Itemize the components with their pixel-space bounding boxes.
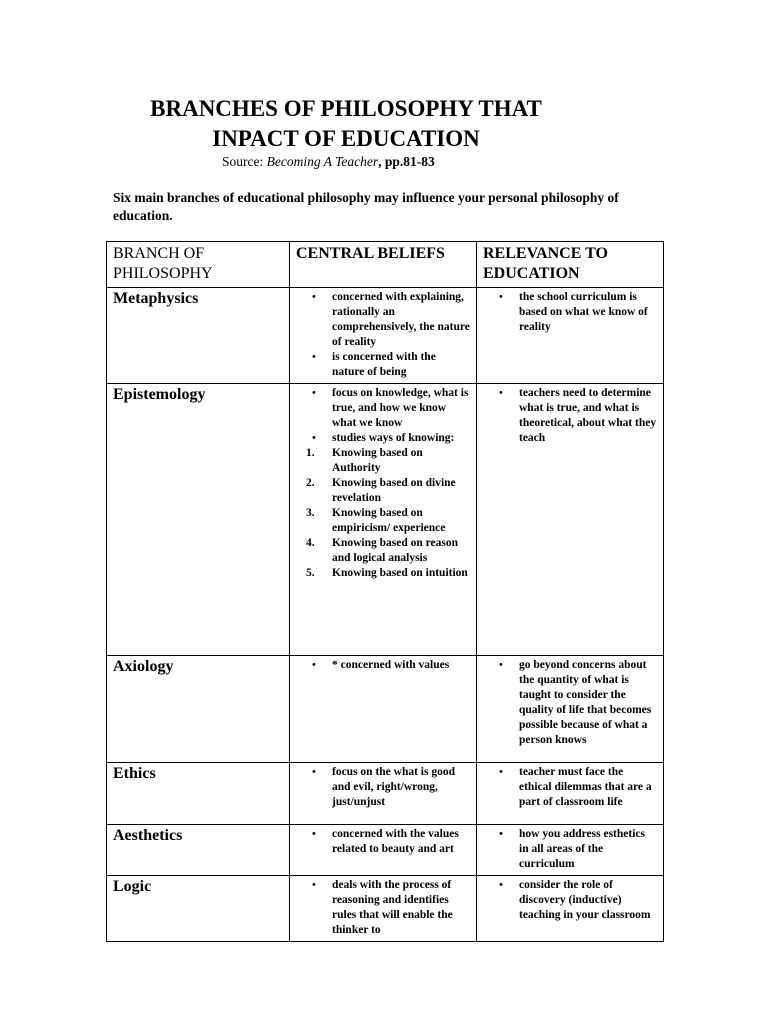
table-row xyxy=(107,656,664,763)
source-pages: , pp.81-83 xyxy=(378,154,435,169)
branch-name: Ethics xyxy=(107,763,290,825)
header-branch: BRANCH OF PHILOSOPHY xyxy=(107,242,290,288)
source-citation xyxy=(222,154,435,170)
list-item: • consider the role of discovery (inductive) teaching in your classroom xyxy=(483,878,657,923)
list-item: • focus on the what is good and evil, right/wrong, just/unjust xyxy=(296,765,470,810)
beliefs-cell xyxy=(290,825,477,876)
list-item: • go beyond concerns about the quantity of what is taught to consider the quality of life that becomes possible because of what a person knows xyxy=(483,658,657,748)
relevance-cell xyxy=(477,288,664,384)
relevance-cell xyxy=(477,656,664,763)
list-item: • how you address esthetics in all areas of the curriculum xyxy=(483,827,657,872)
branch-name: Logic xyxy=(107,876,290,942)
beliefs-cell xyxy=(290,288,477,384)
title-line-1: BRANCHES OF PHILOSOPHY THAT xyxy=(150,96,542,121)
list-item: • teacher must face the ethical dilemmas that are a part of classroom life xyxy=(483,765,657,810)
branch-name: Aesthetics xyxy=(107,825,290,876)
table-header-row xyxy=(107,242,664,288)
list-item: • * concerned with values xyxy=(296,658,470,673)
philosophy-table xyxy=(106,241,664,942)
header-beliefs: CENTRAL BELIEFS xyxy=(290,242,477,288)
list-item: • teachers need to determine what is true, and what is theoretical, about what they teach xyxy=(483,386,657,446)
table-row xyxy=(107,288,664,384)
relevance-cell xyxy=(477,763,664,825)
relevance-cell xyxy=(477,384,664,656)
page-title xyxy=(0,94,692,154)
beliefs-cell xyxy=(290,384,477,656)
beliefs-cell xyxy=(290,656,477,763)
list-item: • is concerned with the nature of being xyxy=(296,350,470,380)
branch-name: Axiology xyxy=(107,656,290,763)
header-relevance: RELEVANCE TO EDUCATION xyxy=(477,242,664,288)
list-item: • studies ways of knowing: xyxy=(296,431,470,446)
title-line-2: INPACT OF EDUCATION xyxy=(212,126,480,151)
relevance-cell xyxy=(477,876,664,942)
table-row xyxy=(107,384,664,656)
table-row xyxy=(107,763,664,825)
branch-name: Epistemology xyxy=(107,384,290,656)
numbered-item: 4. Knowing based on reason and logical analysis xyxy=(306,537,459,564)
numbered-item: 2. Knowing based on divine revelation xyxy=(306,477,456,504)
relevance-cell xyxy=(477,825,664,876)
numbered-item: 1. Knowing based on Authority xyxy=(306,447,423,474)
table-row xyxy=(107,876,664,942)
list-item: • deals with the process of reasoning and identifies rules that will enable the thinker to xyxy=(296,878,470,938)
list-item: • focus on knowledge, what is true, and how we know what we know xyxy=(296,386,470,431)
branch-name: Metaphysics xyxy=(107,288,290,384)
source-book: Becoming A Teacher xyxy=(266,154,379,169)
intro-text: Six main branches of educational philosophy may influence your personal philosophy of education. xyxy=(113,190,619,223)
list-item: • concerned with the values related to beauty and art xyxy=(296,827,470,857)
beliefs-cell xyxy=(290,763,477,825)
ways-of-knowing-list xyxy=(296,446,470,581)
list-item: • the school curriculum is based on what we know of reality xyxy=(483,290,657,335)
list-item: • concerned with explaining, rationally an comprehensively, the nature of reality xyxy=(296,290,470,350)
table-row xyxy=(107,825,664,876)
beliefs-cell xyxy=(290,876,477,942)
source-label: Source: xyxy=(222,154,264,169)
numbered-item: 3. Knowing based on empiricism/ experience xyxy=(306,507,446,534)
numbered-item: 5. Knowing based on intuition xyxy=(306,567,468,579)
